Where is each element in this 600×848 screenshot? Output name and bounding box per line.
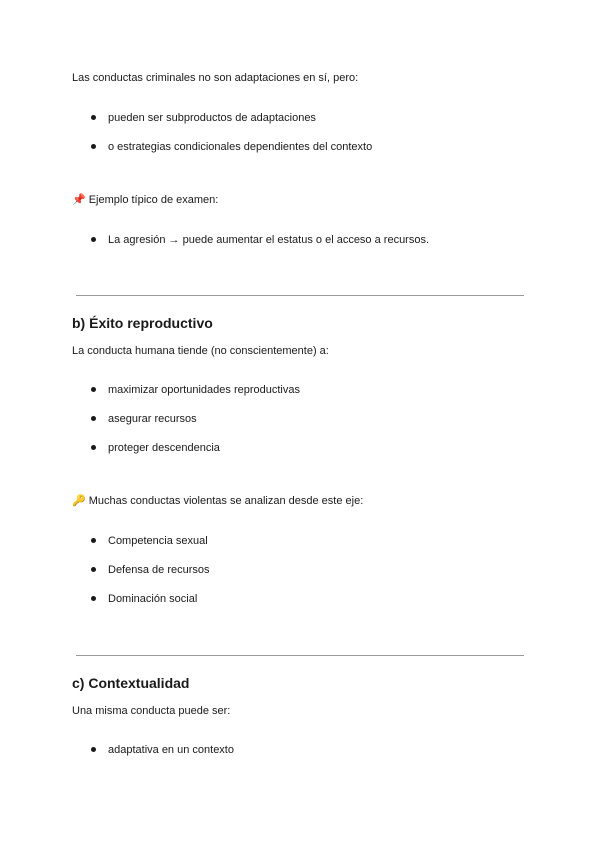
list-item: proteger descendencia [108, 442, 220, 454]
section-paragraph: La conducta humana tiende (no conscientemente) a: [72, 345, 329, 357]
list-item: Dominación social [108, 593, 198, 605]
bullet-icon [91, 115, 96, 120]
section-paragraph: Una misma conducta puede ser: [72, 705, 231, 717]
pushpin-icon: 📌 [72, 194, 86, 206]
bullet-icon [91, 144, 96, 149]
key-icon: 🔑 [72, 495, 86, 507]
section-heading: b) Éxito reproductivo [72, 315, 213, 331]
section-divider [76, 295, 524, 296]
intro-paragraph: Las conductas criminales no son adaptaciones en sí, pero: [72, 72, 359, 84]
bullet-icon [91, 567, 96, 572]
section-divider [76, 655, 524, 656]
list-item: pueden ser subproductos de adaptaciones [108, 112, 316, 124]
example-label-line [72, 193, 218, 207]
key-note-line [72, 494, 363, 508]
list-item: La agresión → puede aumentar el estatus o el acceso a recursos. [108, 234, 430, 246]
bullet-icon [91, 538, 96, 543]
bullet-icon [91, 237, 96, 242]
bullet-icon [91, 445, 96, 450]
section-heading: c) Contextualidad [72, 675, 190, 691]
key-note-text: Muchas conductas violentas se analizan desde este eje: [88, 495, 364, 507]
bullet-icon [91, 416, 96, 421]
bullet-icon [91, 596, 96, 601]
example-label: Ejemplo típico de examen: [88, 194, 219, 206]
list-item: o estrategias condicionales dependientes del contexto [108, 141, 373, 153]
list-item: Defensa de recursos [108, 564, 210, 576]
bullet-icon [91, 747, 96, 752]
list-item: asegurar recursos [108, 413, 197, 425]
list-item: adaptativa en un contexto [108, 744, 234, 756]
bullet-icon [91, 387, 96, 392]
list-item: maximizar oportunidades reproductivas [108, 384, 300, 396]
list-item: Competencia sexual [108, 535, 208, 547]
